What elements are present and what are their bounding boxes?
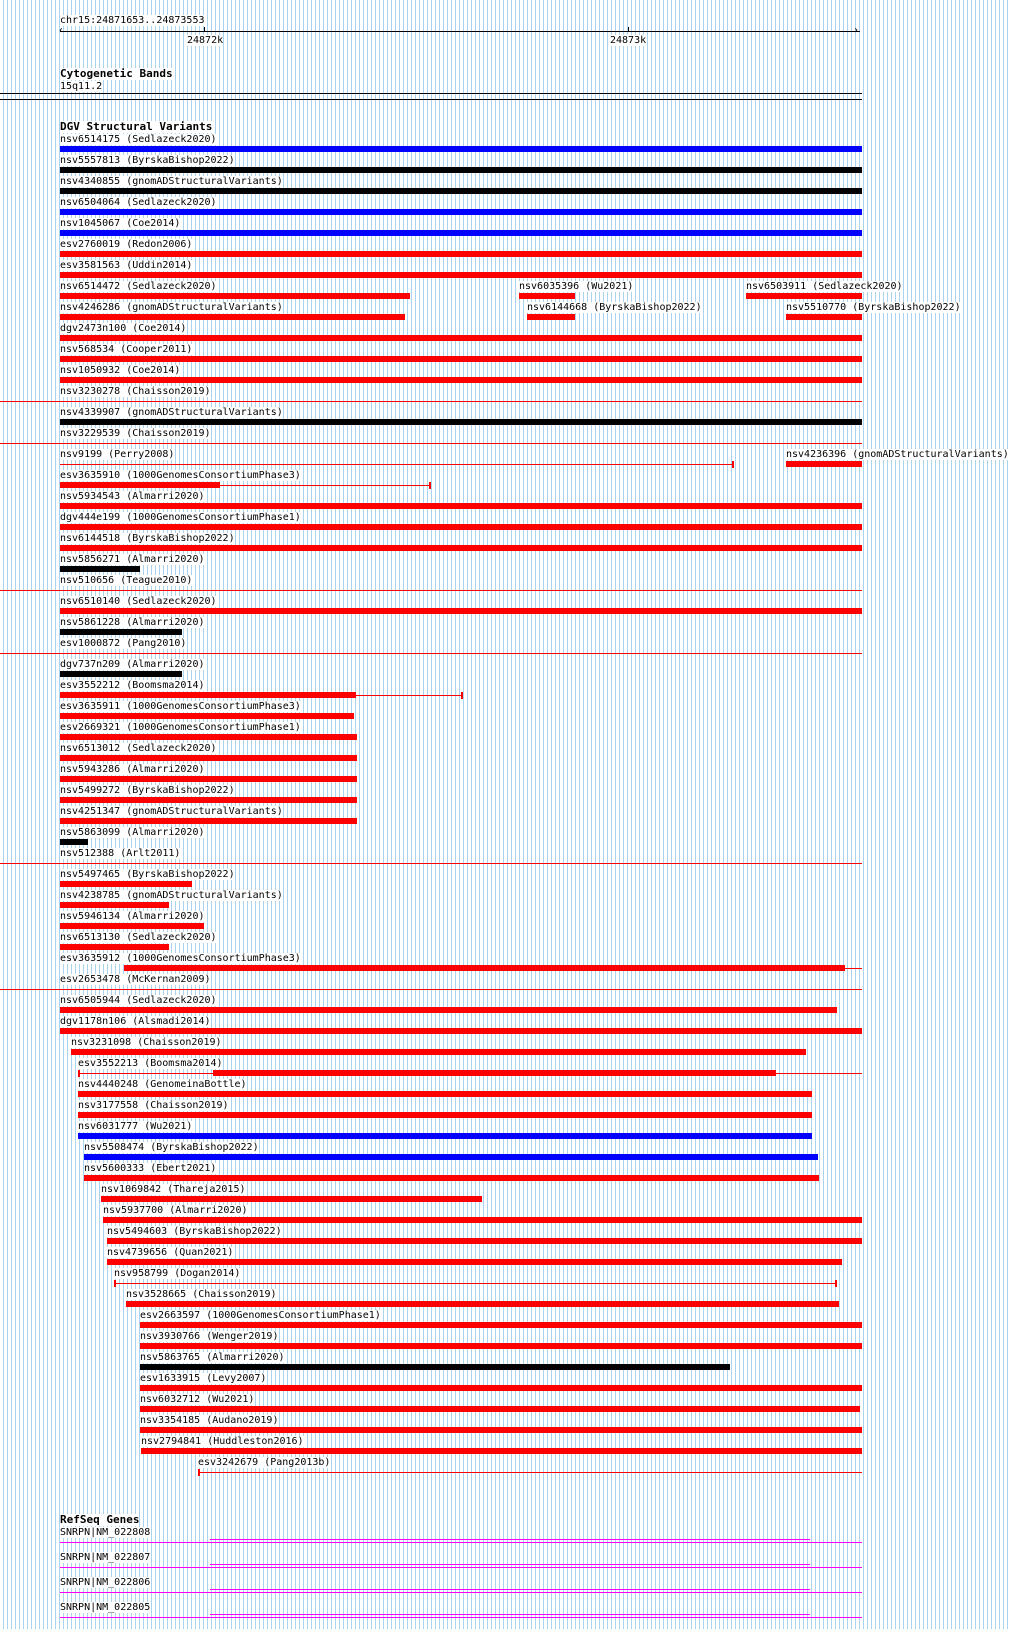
variant-bar[interactable] [60, 692, 356, 698]
variant-label[interactable]: nsv1050932 (Coe2014) [60, 365, 181, 376]
gene-line[interactable] [60, 1567, 862, 1568]
gene-label[interactable]: SNRPN|NM_022805 [60, 1602, 151, 1613]
variant-label[interactable]: nsv6144668 (ByrskaBishop2022) [527, 302, 702, 313]
variant-label[interactable]: nsv4739656 (Quan2021) [107, 1247, 234, 1258]
variant-bar[interactable] [60, 293, 410, 299]
variant-label[interactable]: nsv3528665 (Chaisson2019) [126, 1289, 277, 1300]
variant-line[interactable] [220, 485, 430, 486]
variant-bar[interactable] [60, 776, 357, 782]
variant-label[interactable]: esv3635910 (1000GenomesConsortiumPhase3) [60, 470, 301, 481]
variant-bar[interactable] [107, 1259, 842, 1265]
variant-bar[interactable] [60, 671, 182, 677]
variant-bar[interactable] [60, 797, 357, 803]
track-separator [0, 93, 862, 94]
variant-label[interactable]: nsv6513012 (Sedlazeck2020) [60, 743, 217, 754]
ruler-tick-label-right: 24873k [610, 35, 647, 46]
gene-exon-hump [210, 1614, 810, 1615]
variant-line[interactable] [0, 863, 862, 864]
variant-bar[interactable] [60, 839, 88, 845]
variant-bar[interactable] [60, 1028, 862, 1034]
variant-end-cap[interactable] [114, 1280, 116, 1287]
variant-bar[interactable] [71, 1049, 806, 1055]
variant-label[interactable]: nsv6032712 (Wu2021) [140, 1394, 255, 1405]
cytoband-label: 15q11.2 [60, 81, 103, 92]
variant-label[interactable]: esv3635911 (1000GenomesConsortiumPhase3) [60, 701, 301, 712]
variant-bar[interactable] [60, 545, 862, 551]
variant-label[interactable]: nsv5946134 (Almarri2020) [60, 911, 205, 922]
variant-bar[interactable] [60, 419, 862, 425]
variant-line[interactable] [0, 653, 862, 654]
variant-bar[interactable] [84, 1154, 818, 1160]
variant-label[interactable]: nsv3930766 (Wenger2019) [140, 1331, 279, 1342]
variant-label[interactable]: esv3552212 (Boomsma2014) [60, 680, 205, 691]
variant-label[interactable]: nsv4440248 (GenomeinaBottle) [78, 1079, 247, 1090]
variant-bar[interactable] [124, 965, 845, 971]
variant-line[interactable] [0, 443, 862, 444]
variant-line[interactable] [198, 1472, 862, 1473]
gene-label[interactable]: SNRPN|NM_022806 [60, 1577, 151, 1588]
variant-bar[interactable] [60, 503, 862, 509]
variant-bar[interactable] [78, 1091, 812, 1097]
variant-line[interactable] [776, 1073, 862, 1074]
gene-line[interactable] [60, 1592, 862, 1593]
variant-label[interactable]: esv1633915 (Levy2007) [140, 1373, 267, 1384]
variant-bar[interactable] [60, 272, 862, 278]
variant-label[interactable]: nsv2794841 (Huddleston2016) [141, 1436, 304, 1447]
variant-label[interactable]: nsv568534 (Cooper2011) [60, 344, 193, 355]
variant-label[interactable]: esv2669321 (1000GenomesConsortiumPhase1) [60, 722, 301, 733]
variant-bar[interactable] [519, 293, 575, 299]
variant-bar[interactable] [126, 1301, 839, 1307]
variant-label[interactable]: esv2663597 (1000GenomesConsortiumPhase1) [140, 1310, 381, 1321]
variant-label[interactable]: nsv510656 (Teague2010) [60, 575, 193, 586]
gene-exon-hump [210, 1564, 810, 1565]
variant-label[interactable]: nsv5934543 (Almarri2020) [60, 491, 205, 502]
variant-label[interactable]: nsv4236396 (gnomADStructuralVariants) [786, 449, 1009, 460]
variant-label[interactable]: nsv4238785 (gnomADStructuralVariants) [60, 890, 283, 901]
variant-label[interactable]: nsv4251347 (gnomADStructuralVariants) [60, 806, 283, 817]
variant-bar[interactable] [786, 314, 862, 320]
variant-line[interactable] [0, 590, 862, 591]
variant-label[interactable]: nsv512388 (Arlt2011) [60, 848, 181, 859]
variant-label[interactable]: nsv6503911 (Sedlazeck2020) [746, 281, 903, 292]
gene-line[interactable] [60, 1542, 862, 1543]
variant-label[interactable]: nsv5856271 (Almarri2020) [60, 554, 205, 565]
variant-label[interactable]: esv2760019 (Redon2006) [60, 239, 193, 250]
variant-bar[interactable] [60, 524, 862, 530]
variant-bar[interactable] [103, 1217, 862, 1223]
variant-label[interactable]: nsv5863099 (Almarri2020) [60, 827, 205, 838]
variant-label[interactable]: dgv737n209 (Almarri2020) [60, 659, 205, 670]
cytoband-track-title[interactable]: Cytogenetic Bands [60, 67, 173, 80]
ruler-right-arrow[interactable]: › [853, 25, 860, 36]
variant-bar[interactable] [60, 566, 140, 572]
variant-end-cap[interactable] [732, 461, 734, 468]
variant-label[interactable]: nsv1069842 (Thareja2015) [101, 1184, 246, 1195]
variant-label[interactable]: nsv6035396 (Wu2021) [519, 281, 634, 292]
variant-label[interactable]: nsv6505944 (Sedlazeck2020) [60, 995, 217, 1006]
variant-bar[interactable] [140, 1385, 862, 1391]
variant-label[interactable]: esv3242679 (Pang2013b) [198, 1457, 331, 1468]
variant-bar[interactable] [141, 1448, 862, 1454]
variant-label[interactable]: nsv6504064 (Sedlazeck2020) [60, 197, 217, 208]
variant-label[interactable]: dgv444e199 (1000GenomesConsortiumPhase1) [60, 512, 301, 523]
variant-label[interactable]: esv3635912 (1000GenomesConsortiumPhase3) [60, 953, 301, 964]
variant-bar[interactable] [786, 461, 862, 467]
variant-bar[interactable] [107, 1238, 862, 1244]
variant-line[interactable] [114, 1283, 836, 1284]
variant-bar[interactable] [60, 818, 357, 824]
variant-bar[interactable] [60, 146, 862, 152]
variant-bar[interactable] [60, 902, 169, 908]
variant-label[interactable]: nsv3354185 (Audano2019) [140, 1415, 279, 1426]
variant-label[interactable]: nsv4340855 (gnomADStructuralVariants) [60, 176, 283, 187]
variant-bar[interactable] [60, 881, 192, 887]
variant-label[interactable]: nsv5508474 (ByrskaBishop2022) [84, 1142, 259, 1153]
variant-label[interactable]: nsv6144518 (ByrskaBishop2022) [60, 533, 235, 544]
variant-bar[interactable] [60, 629, 182, 635]
variant-bar[interactable] [60, 482, 220, 488]
variant-bar[interactable] [60, 923, 204, 929]
variant-label[interactable]: nsv6514175 (Sedlazeck2020) [60, 134, 217, 145]
variant-label[interactable]: nsv1045067 (Coe2014) [60, 218, 181, 229]
variant-label[interactable]: nsv5863765 (Almarri2020) [140, 1352, 285, 1363]
variant-label[interactable]: nsv6510140 (Sedlazeck2020) [60, 596, 217, 607]
gene-exon-hump [210, 1589, 810, 1590]
gene-label[interactable]: SNRPN|NM_022808 [60, 1527, 151, 1538]
gene-line[interactable] [60, 1617, 862, 1618]
variant-label[interactable]: dgv2473n100 (Coe2014) [60, 323, 187, 334]
track-separator [0, 99, 862, 100]
variant-label[interactable]: nsv5499272 (ByrskaBishop2022) [60, 785, 235, 796]
variant-bar[interactable] [140, 1427, 862, 1433]
variant-label[interactable]: dgv1178n106 (Alsmadi2014) [60, 1016, 211, 1027]
variant-bar[interactable] [60, 944, 169, 950]
variant-bar[interactable] [60, 1007, 837, 1013]
refseq-track-title[interactable]: RefSeq Genes [60, 1513, 140, 1526]
variant-bar[interactable] [78, 1133, 812, 1139]
variant-bar[interactable] [60, 335, 862, 341]
variant-bar[interactable] [60, 188, 862, 194]
variant-label[interactable]: nsv9199 (Perry2008) [60, 449, 175, 460]
variant-label[interactable]: nsv5497465 (ByrskaBishop2022) [60, 869, 235, 880]
variant-label[interactable]: nsv4246286 (gnomADStructuralVariants) [60, 302, 283, 313]
variant-label[interactable]: esv3581563 (Uddin2014) [60, 260, 193, 271]
dgv-track-title[interactable]: DGV Structural Variants [60, 120, 213, 133]
variant-bar[interactable] [60, 314, 405, 320]
variant-bar[interactable] [527, 314, 575, 320]
variant-bar[interactable] [140, 1406, 860, 1412]
variant-label[interactable]: nsv3177558 (Chaisson2019) [78, 1100, 229, 1111]
variant-label[interactable]: nsv5943286 (Almarri2020) [60, 764, 205, 775]
variant-bar[interactable] [60, 230, 862, 236]
variant-label[interactable]: esv3552213 (Boomsma2014) [78, 1058, 223, 1069]
variant-bar[interactable] [60, 713, 354, 719]
variant-bar[interactable] [78, 1112, 812, 1118]
variant-bar[interactable] [60, 377, 862, 383]
variant-line[interactable] [356, 695, 462, 696]
ruler-tick-major [204, 27, 205, 32]
variant-bar[interactable] [140, 1322, 862, 1328]
variant-label[interactable]: nsv5861228 (Almarri2020) [60, 617, 205, 628]
ruler-tick-label-left: 24872k [187, 35, 224, 46]
position-label: chr15:24871653..24873553 [60, 15, 205, 26]
variant-line[interactable] [0, 401, 862, 402]
variant-bar[interactable] [101, 1196, 482, 1202]
variant-bar[interactable] [60, 251, 862, 257]
variant-label[interactable]: nsv3230278 (Chaisson2019) [60, 386, 211, 397]
variant-line[interactable] [845, 968, 862, 969]
variant-label[interactable]: esv2653478 (McKernan2009) [60, 974, 211, 985]
variant-label[interactable]: nsv5510770 (ByrskaBishop2022) [786, 302, 961, 313]
variant-label[interactable]: nsv6513130 (Sedlazeck2020) [60, 932, 217, 943]
variant-bar[interactable] [60, 608, 862, 614]
ruler-tick-major [628, 27, 629, 32]
variant-label[interactable]: nsv3231098 (Chaisson2019) [71, 1037, 222, 1048]
variant-line[interactable] [60, 464, 733, 465]
variant-end-cap[interactable] [461, 692, 463, 699]
variant-bar[interactable] [60, 356, 862, 362]
variant-end-cap[interactable] [78, 1070, 80, 1077]
variant-bar[interactable] [60, 209, 862, 215]
variant-line[interactable] [0, 989, 862, 990]
ruler-left-arrow[interactable]: ‹ [58, 25, 65, 36]
variant-end-cap[interactable] [429, 482, 431, 489]
variant-bar[interactable] [140, 1364, 730, 1370]
variant-label[interactable]: nsv6031777 (Wu2021) [78, 1121, 193, 1132]
variant-bar[interactable] [60, 734, 357, 740]
variant-label[interactable]: nsv5494603 (ByrskaBishop2022) [107, 1226, 282, 1237]
variant-bar[interactable] [213, 1070, 776, 1076]
variant-label[interactable]: esv1000872 (Pang2010) [60, 638, 187, 649]
variant-bar[interactable] [746, 293, 862, 299]
ruler-axis [60, 31, 860, 32]
variant-label[interactable]: nsv4339907 (gnomADStructuralVariants) [60, 407, 283, 418]
variant-label[interactable]: nsv5600333 (Ebert2021) [84, 1163, 217, 1174]
gene-exon-hump [210, 1539, 810, 1540]
variant-line[interactable] [78, 1073, 213, 1074]
variant-label[interactable]: nsv6514472 (Sedlazeck2020) [60, 281, 217, 292]
variant-end-cap[interactable] [835, 1280, 837, 1287]
variant-label[interactable]: nsv5557813 (ByrskaBishop2022) [60, 155, 235, 166]
variant-end-cap[interactable] [198, 1469, 200, 1476]
variant-label[interactable]: nsv5937700 (Almarri2020) [103, 1205, 248, 1216]
variant-bar[interactable] [84, 1175, 819, 1181]
gene-label[interactable]: SNRPN|NM_022807 [60, 1552, 151, 1563]
variant-bar[interactable] [60, 167, 862, 173]
variant-bar[interactable] [60, 755, 357, 761]
variant-bar[interactable] [140, 1343, 862, 1349]
variant-label[interactable]: nsv3229539 (Chaisson2019) [60, 428, 211, 439]
variant-label[interactable]: nsv958799 (Dogan2014) [114, 1268, 241, 1279]
